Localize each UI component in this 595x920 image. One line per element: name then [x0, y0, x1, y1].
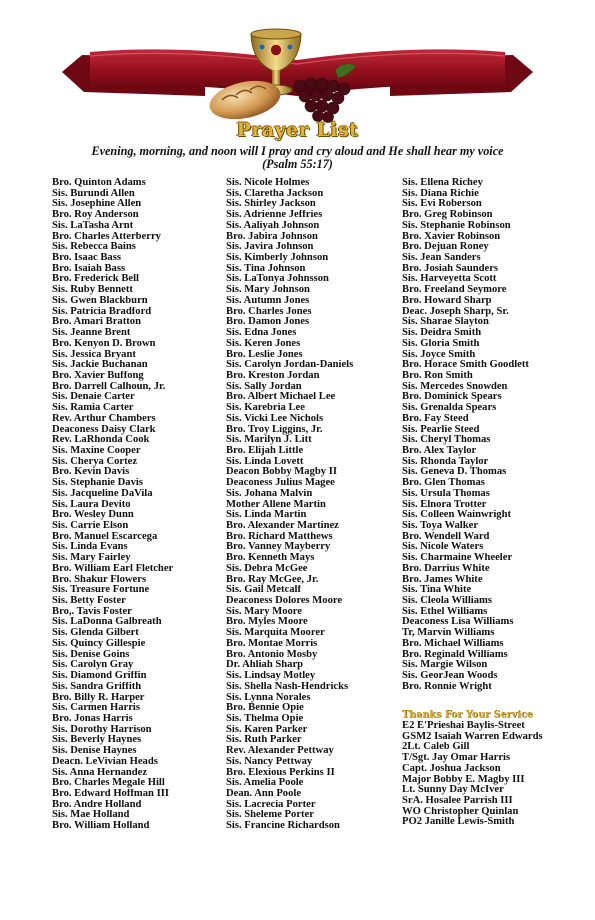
prayer-name: Sis. Thelma Opie — [226, 713, 304, 724]
prayer-name: Bro. Ron Smith — [402, 370, 473, 381]
prayer-name: Sis. Joyce Smith — [402, 349, 476, 360]
prayer-name: Sis. Pearlie Steed — [402, 424, 480, 435]
prayer-name: Bro. Isaac Bass — [52, 253, 121, 264]
prayer-name: Sis. Tina White — [402, 585, 472, 596]
prayer-name: Sis. Debra McGee — [226, 563, 308, 574]
prayer-name: Sis. Grenalda Spears — [402, 403, 497, 414]
prayer-name: Sis. Patricia Bradford — [52, 306, 152, 317]
prayer-name: Bro. Josiah Saunders — [402, 263, 499, 274]
prayer-name: Sis. Rebecca Bains — [52, 242, 136, 253]
service-member-name: Capt. Joshua Jackson — [402, 763, 501, 774]
prayer-name: Deaconess Daisy Clark — [52, 424, 156, 435]
prayer-name: Sis. Keren Jones — [226, 338, 301, 349]
prayer-name: Bro. Frederick Bell — [52, 274, 139, 285]
prayer-name: Sis. Carolyn Gray — [52, 660, 134, 671]
prayer-name: Sis. Toya Walker — [402, 521, 479, 531]
prayer-name: Bro. Michael Williams — [402, 638, 504, 649]
service-member-name: E2 E'Prieshai Baylis-Street — [402, 721, 525, 731]
prayer-name: Bro. Darrell Calhoun, Jr. — [52, 381, 166, 392]
prayer-name: Deacn. LeVivian Heads — [52, 756, 158, 767]
prayer-name: Sis. Sandra Griffith — [52, 681, 142, 692]
prayer-name: Bro. Charles Jones — [226, 306, 312, 317]
prayer-name: Sis. Jessica Bryant — [52, 349, 136, 360]
prayer-name: Sis. Cheryl Thomas — [402, 435, 491, 446]
page-title: Prayer List — [236, 119, 359, 141]
service-member-name: T/Sgt. Jay Omar Harris — [402, 753, 511, 764]
prayer-name: Sis. Shirley Jackson — [226, 199, 316, 210]
prayer-name: Sis. Ursula Thomas — [402, 488, 490, 499]
prayer-name: Sis. Anna Hernandez — [52, 767, 148, 778]
prayer-name: Bro. Howard Sharp — [402, 295, 492, 306]
prayer-name: Sis. Denise Haynes — [52, 746, 137, 757]
prayer-name: Sis. Mary Moore — [226, 606, 303, 617]
prayer-name: Bro. Isaiah Bass — [52, 263, 126, 274]
prayer-name: Sis. Ellena Richey — [402, 178, 483, 188]
prayer-name: Bro. Kevin Davis — [52, 467, 130, 478]
prayer-name: Sis. Quincy Gillespie — [52, 638, 146, 649]
communion-banner — [0, 0, 595, 125]
prayer-name: Bro. Jonas Harris — [52, 713, 133, 724]
service-member-name: Major Bobby E. Magby III — [402, 774, 525, 785]
verse-reference: (Psalm 55:17) — [262, 157, 333, 171]
prayer-name: Sis. Johana Malvin — [226, 488, 313, 499]
prayer-name: Sis. Francine Richardson — [226, 821, 340, 832]
prayer-name: Bro. Greg Robinson — [402, 210, 493, 221]
prayer-name: Sis. Deidra Smith — [402, 328, 482, 339]
prayer-name: Sis. Betty Foster — [52, 596, 126, 607]
prayer-name: Sis. Beverly Haynes — [52, 735, 142, 746]
prayer-name: Sis. Ruby Bennett — [52, 285, 133, 296]
prayer-name: Sis. Diana Richie — [402, 188, 479, 199]
prayer-name: Sis. Ramia Carter — [52, 403, 134, 414]
prayer-name: Sis. Jeanne Brent — [52, 328, 131, 339]
service-member-name: PO2 Janille Lewis-Smith — [402, 817, 515, 828]
prayer-name: Bro. Andre Holland — [52, 799, 142, 810]
prayer-name: Sis. Shella Nash-Hendricks — [226, 681, 349, 692]
service-member-name: GSM2 Isaiah Warren Edwards — [402, 731, 543, 742]
verse-text: Evening, morning, and noon will I pray and cry aloud and He shall hear my voice — [91, 144, 504, 158]
prayer-name: Sis. Marilyn J. Litt — [226, 435, 312, 446]
prayer-name: Bro. Darrius White — [402, 563, 490, 574]
service-member-name: 2Lt. Caleb Gill — [402, 742, 470, 753]
prayer-name: Sis. Nicole Waters — [402, 542, 484, 553]
prayer-name: Bro. Fay Steed — [402, 413, 469, 424]
prayer-name: Bro. Jabira Johnson — [226, 231, 318, 242]
prayer-name: Sis. Kimberly Johnson — [226, 253, 329, 264]
prayer-name: Bro. Quinton Adams — [52, 178, 146, 188]
prayer-name: Sis. LaDonna Galbreath — [52, 617, 162, 628]
prayer-name: Sis. Gwen Blackburn — [52, 295, 148, 306]
prayer-name: Deac. Joseph Sharp, Sr. — [402, 306, 509, 317]
prayer-name: Sis. Karen Parker — [226, 724, 308, 735]
scripture-verse — [20, 145, 575, 171]
prayer-name: Sis. Jacqueline DaVila — [52, 488, 153, 499]
service-member-name: Lt. Sunny Day McIver — [402, 785, 504, 796]
prayer-name: Bro. Manuel Escarcega — [52, 531, 158, 542]
prayer-name: Sis. Treasure Fortune — [52, 585, 150, 596]
prayer-name: Sis. Evi Roberson — [402, 199, 482, 210]
prayer-name: Sis. Diamond Griffin — [52, 671, 147, 682]
prayer-name: Sis. Jean Sanders — [402, 253, 481, 264]
prayer-name: Sis. Linda Evans — [52, 542, 128, 553]
prayer-name: Bro. Alex Taylor — [402, 445, 477, 456]
prayer-name: Sis. LaTasha Arnt — [52, 220, 134, 231]
prayer-name: Deaconess Dolores Moore — [226, 596, 343, 607]
prayer-name: Sis. Amelia Poole — [226, 778, 304, 789]
prayer-name: Bro. Myles Moore — [226, 617, 308, 628]
prayer-name: Bro. Alexander Martinez — [226, 521, 339, 531]
prayer-name: Sis. Lindsay Motley — [226, 671, 316, 682]
prayer-name: Bro. Kreston Jordan — [226, 370, 320, 381]
prayer-name: Bro. Bennie Opie — [226, 703, 304, 714]
prayer-name: Sis. Vicki Lee Nichols — [226, 413, 324, 424]
prayer-name: Sis. Carrie Elson — [52, 521, 129, 531]
prayer-name: Rev. Arthur Chambers — [52, 413, 156, 424]
prayer-name: Sis. Laura Devito — [52, 499, 131, 510]
prayer-name: Bro. Kenyon D. Brown — [52, 338, 156, 349]
prayer-name: Sis. Denaie Carter — [52, 392, 135, 403]
prayer-name: Bro. Roy Anderson — [52, 210, 139, 221]
prayer-name: Sis. Maxine Cooper — [52, 445, 141, 456]
prayer-name: Sis. Aaliyah Johnson — [226, 220, 320, 231]
prayer-name: Sis. Linda Lovett — [226, 456, 304, 467]
prayer-name: Sis. Autumn Jones — [226, 295, 310, 306]
prayer-name: Sis. Lacrecia Porter — [226, 799, 316, 810]
prayer-name: Sis. Stephanie Robinson — [402, 220, 511, 231]
prayer-name: Sis. Stephanie Davis — [52, 478, 143, 489]
prayer-name: Sis. Charmaine Wheeler — [402, 553, 513, 564]
prayer-name: Sis. Josephine Allen — [52, 199, 142, 210]
prayer-name: Sis. Glenda Gilbert — [52, 628, 139, 639]
service-heading: Thanks For Your Service — [402, 709, 533, 720]
prayer-name: Sis. Colleen Wainwright — [402, 510, 511, 521]
prayer-name: Sis. Lynna Norales — [226, 692, 311, 703]
prayer-name: Bro. Ray McGee, Jr. — [226, 574, 319, 585]
prayer-name: Sis. Javira Johnson — [226, 242, 314, 253]
service-member-name: SrA. Hosalee Parrish III — [402, 796, 513, 807]
prayer-name: Bro. Richard Matthews — [226, 531, 333, 542]
prayer-name: Bro. Charles Megale Hill — [52, 778, 165, 789]
prayer-name: Sis. Harveyetta Scott — [402, 274, 497, 285]
prayer-name: Bro. William Earl Fletcher — [52, 563, 174, 574]
prayer-name: Sis. Dorothy Harrison — [52, 724, 152, 735]
prayer-name: Bro,. Tavis Foster — [52, 606, 132, 617]
prayer-name: Bro. Elexious Perkins II — [226, 767, 335, 778]
prayer-name: Sis. Geneva D. Thomas — [402, 467, 507, 478]
prayer-name: Bro. Shakur Flowers — [52, 574, 147, 585]
prayer-name: Bro. Wendell Ward — [402, 531, 490, 542]
prayer-name: Bro. Kenneth Mays — [226, 553, 315, 564]
prayer-name: Bro. Xavier Buffong — [52, 370, 144, 381]
prayer-name: Sis. Karebria Lee — [226, 403, 305, 414]
prayer-name: Bro. Charles Atterberry — [52, 231, 161, 242]
prayer-name: Sis. Rhonda Taylor — [402, 456, 489, 467]
prayer-name: Sis. Ruth Parker — [226, 735, 302, 746]
prayer-name: Bro. Damon Jones — [226, 317, 310, 328]
prayer-name: Sis. Jackie Buchanan — [52, 360, 148, 371]
prayer-name: Deacon Bobby Magby II — [226, 467, 337, 478]
prayer-name: Sis. Cherya Cortez — [52, 456, 138, 467]
prayer-name: Sis. Marquita Moorer — [226, 628, 325, 639]
prayer-name: Bro. Vanney Mayberry — [226, 542, 331, 553]
prayer-name: Sis. Adrienne Jeffries — [226, 210, 323, 221]
prayer-name: Bro. Elijah Little — [226, 445, 304, 456]
prayer-name: Bro. Leslie Jones — [226, 349, 303, 360]
prayer-name: Rev. Alexander Pettway — [226, 746, 334, 757]
prayer-name: Bro. Wesley Dunn — [52, 510, 134, 521]
service-member-name: WO Christopher Quinlan — [402, 806, 519, 817]
prayer-name: Bro. James White — [402, 574, 483, 585]
prayer-name: Sis. Carmen Harris — [52, 703, 140, 714]
prayer-name: Sis. LaTonya Johnsson — [226, 274, 329, 285]
prayer-name: Bro. Dominick Spears — [402, 392, 502, 403]
prayer-name: Deaconess Lisa Williams — [402, 617, 514, 628]
prayer-name: Sis. Nicole Holmes — [226, 178, 310, 188]
prayer-name: Sis. Gail Metcalf — [226, 585, 302, 596]
prayer-name: Sis. Elnora Trotter — [402, 499, 487, 510]
prayer-name: Sis. Nancy Pettway — [226, 756, 313, 767]
prayer-names-column-1 — [52, 178, 173, 832]
prayer-name: Bro. Edward Hoffman III — [52, 788, 169, 799]
prayer-name: Sis. Denise Goins — [52, 649, 130, 660]
prayer-names-column-2 — [226, 178, 353, 832]
prayer-name: Sis. Sally Jordan — [226, 381, 302, 392]
prayer-name: Sis. Mae Holland — [52, 810, 130, 821]
prayer-name: Sis. GeorJean Woods — [402, 671, 498, 682]
service-members-list — [402, 721, 543, 828]
prayer-name: Sis. Mary Fairley — [52, 553, 131, 564]
prayer-name: Bro. Antonio Mosby — [226, 649, 318, 660]
prayer-name: Sis. Cleola Williams — [402, 596, 492, 607]
prayer-name: Bro. Horace Smith Goodlett — [402, 360, 529, 371]
prayer-name: Bro. William Holland — [52, 821, 150, 832]
prayer-name: Bro. Amari Bratton — [52, 317, 141, 328]
prayer-name: Deaconess Julius Magee — [226, 478, 335, 489]
prayer-name: Bro. Glen Thomas — [402, 478, 485, 489]
prayer-name: Sis. Ethel Williams — [402, 606, 488, 617]
prayer-name: Bro. Troy Liggins, Jr. — [226, 424, 323, 435]
prayer-name: Sis. Tina Johnson — [226, 263, 306, 274]
prayer-name: Sis. Sharae Slayton — [402, 317, 489, 328]
prayer-name: Dr. Ahliah Sharp — [226, 660, 304, 671]
prayer-name: Dean. Ann Poole — [226, 788, 302, 799]
prayer-name: Mother Allene Martin — [226, 499, 326, 510]
prayer-name: Bro. Billy R. Harper — [52, 692, 145, 703]
prayer-name: Bro. Xavier Robinson — [402, 231, 501, 242]
prayer-names-column-3 — [402, 178, 529, 693]
prayer-name: Bro. Dejuan Roney — [402, 242, 489, 253]
prayer-name: Bro. Freeland Seymore — [402, 285, 507, 296]
prayer-name: Bro. Reginald Williams — [402, 649, 508, 660]
prayer-name: Sis. Mercedes Snowden — [402, 381, 508, 392]
prayer-name: Sis. Edna Jones — [226, 328, 297, 339]
prayer-name: Bro. Ronnie Wright — [402, 681, 492, 692]
prayer-name: Sis. Mary Johnson — [226, 285, 310, 296]
prayer-name: Tr, Marvin Williams — [402, 628, 495, 639]
prayer-name: Bro. Montae Morris — [226, 638, 318, 649]
prayer-name: Sis. Margie Wilson — [402, 660, 488, 671]
prayer-name: Sis. Carolyn Jordan-Daniels — [226, 360, 354, 371]
prayer-name: Rev. LaRhonda Cook — [52, 435, 150, 446]
prayer-name: Sis. Sheleme Porter — [226, 810, 314, 821]
prayer-name: Sis. Linda Martin — [226, 510, 307, 521]
prayer-name: Sis. Burundi Allen — [52, 188, 135, 199]
prayer-name: Bro. Albert Michael Lee — [226, 392, 336, 403]
prayer-name: Sis. Gloria Smith — [402, 338, 480, 349]
prayer-name: Sis. Claretha Jackson — [226, 188, 324, 199]
